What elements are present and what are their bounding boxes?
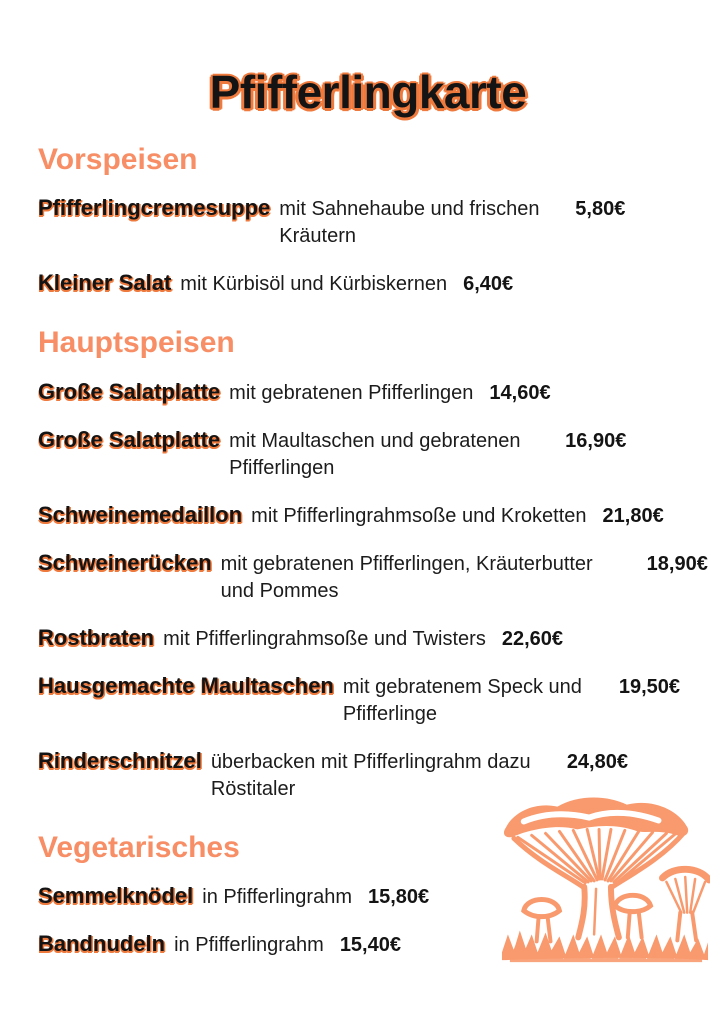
menu-item-grosse-salatplatte-1 <box>38 377 698 407</box>
dish-name: Hausgemachte Maultaschen <box>38 672 334 698</box>
section-hauptspeisen <box>38 326 708 803</box>
chanterelle-mushrooms-illustration <box>500 784 710 964</box>
dish-price: 15,80€ <box>367 886 430 909</box>
section-heading-vegetarisches: Vegetarisches <box>38 830 240 864</box>
dish-price: 21,80€ <box>602 504 664 527</box>
dish-price: 18,90€ <box>646 552 708 575</box>
dish-description: überbacken mit Pfifferlingrahm dazu Röstitaler <box>210 750 531 800</box>
menu-item-hausgemachte-maultaschen <box>38 671 698 728</box>
menu-item-grosse-salatplatte-2 <box>38 425 698 482</box>
menu-item-kleiner-salat <box>38 268 698 298</box>
dish-price: 22,60€ <box>501 627 564 650</box>
dish-name: Große Salatplatte <box>38 426 221 452</box>
dish-name: Rostbraten <box>38 624 155 650</box>
dish-name: Schweinerücken <box>38 549 212 575</box>
page-title: Pfifferlingkarte <box>209 66 527 118</box>
dish-name: Schweinemedaillon <box>38 501 243 527</box>
dish-description: mit Sahnehaube und frischen Kräutern <box>279 198 540 248</box>
dish-description: mit Maultaschen und gebratenen Pfifferlingen <box>229 429 521 479</box>
dish-description: in Pfifferlingrahm <box>174 934 324 957</box>
section-vorspeisen <box>38 143 698 299</box>
dish-description: mit Pfifferlingrahmsoße und Kroketten <box>251 504 587 527</box>
dish-price: 19,50€ <box>618 675 681 698</box>
dish-price: 14,60€ <box>489 381 551 404</box>
dish-name: Kleiner Salat <box>38 270 172 296</box>
dish-description: mit gebratenem Speck und Pfifferlinge <box>342 675 582 725</box>
dish-price: 5,80€ <box>575 198 626 221</box>
dish-description: mit Kürbisöl und Kürbiskernen <box>180 273 448 296</box>
dish-price: 6,40€ <box>463 273 514 296</box>
dish-name: Große Salatplatte <box>38 378 221 404</box>
dish-name: Rinderschnitzel <box>38 747 202 773</box>
menu-item-schweineruecken <box>38 548 708 605</box>
menu-item-schweinemedaillon <box>38 500 698 530</box>
menu-item-pfifferlingcremesuppe <box>38 193 698 250</box>
dish-price: 24,80€ <box>566 750 628 773</box>
dish-description: mit Pfifferlingrahmsoße und Twisters <box>163 627 486 650</box>
dish-price: 16,90€ <box>565 429 627 452</box>
dish-description: mit gebratenen Pfifferlingen <box>229 381 474 404</box>
dish-description: in Pfifferlingrahm <box>202 886 352 909</box>
dish-price: 15,40€ <box>339 934 401 957</box>
menu-item-rostbraten <box>38 623 698 653</box>
dish-name: Pfifferlingcremesuppe <box>38 195 271 221</box>
dish-name: Bandnudeln <box>38 931 166 957</box>
section-heading-vorspeisen: Vorspeisen <box>38 142 198 176</box>
dish-description: mit gebratenen Pfifferlingen, Kräuterbutter und Pommes <box>220 552 593 602</box>
dish-name: Semmelknödel <box>38 883 194 909</box>
section-heading-hauptspeisen: Hauptspeisen <box>38 326 235 360</box>
